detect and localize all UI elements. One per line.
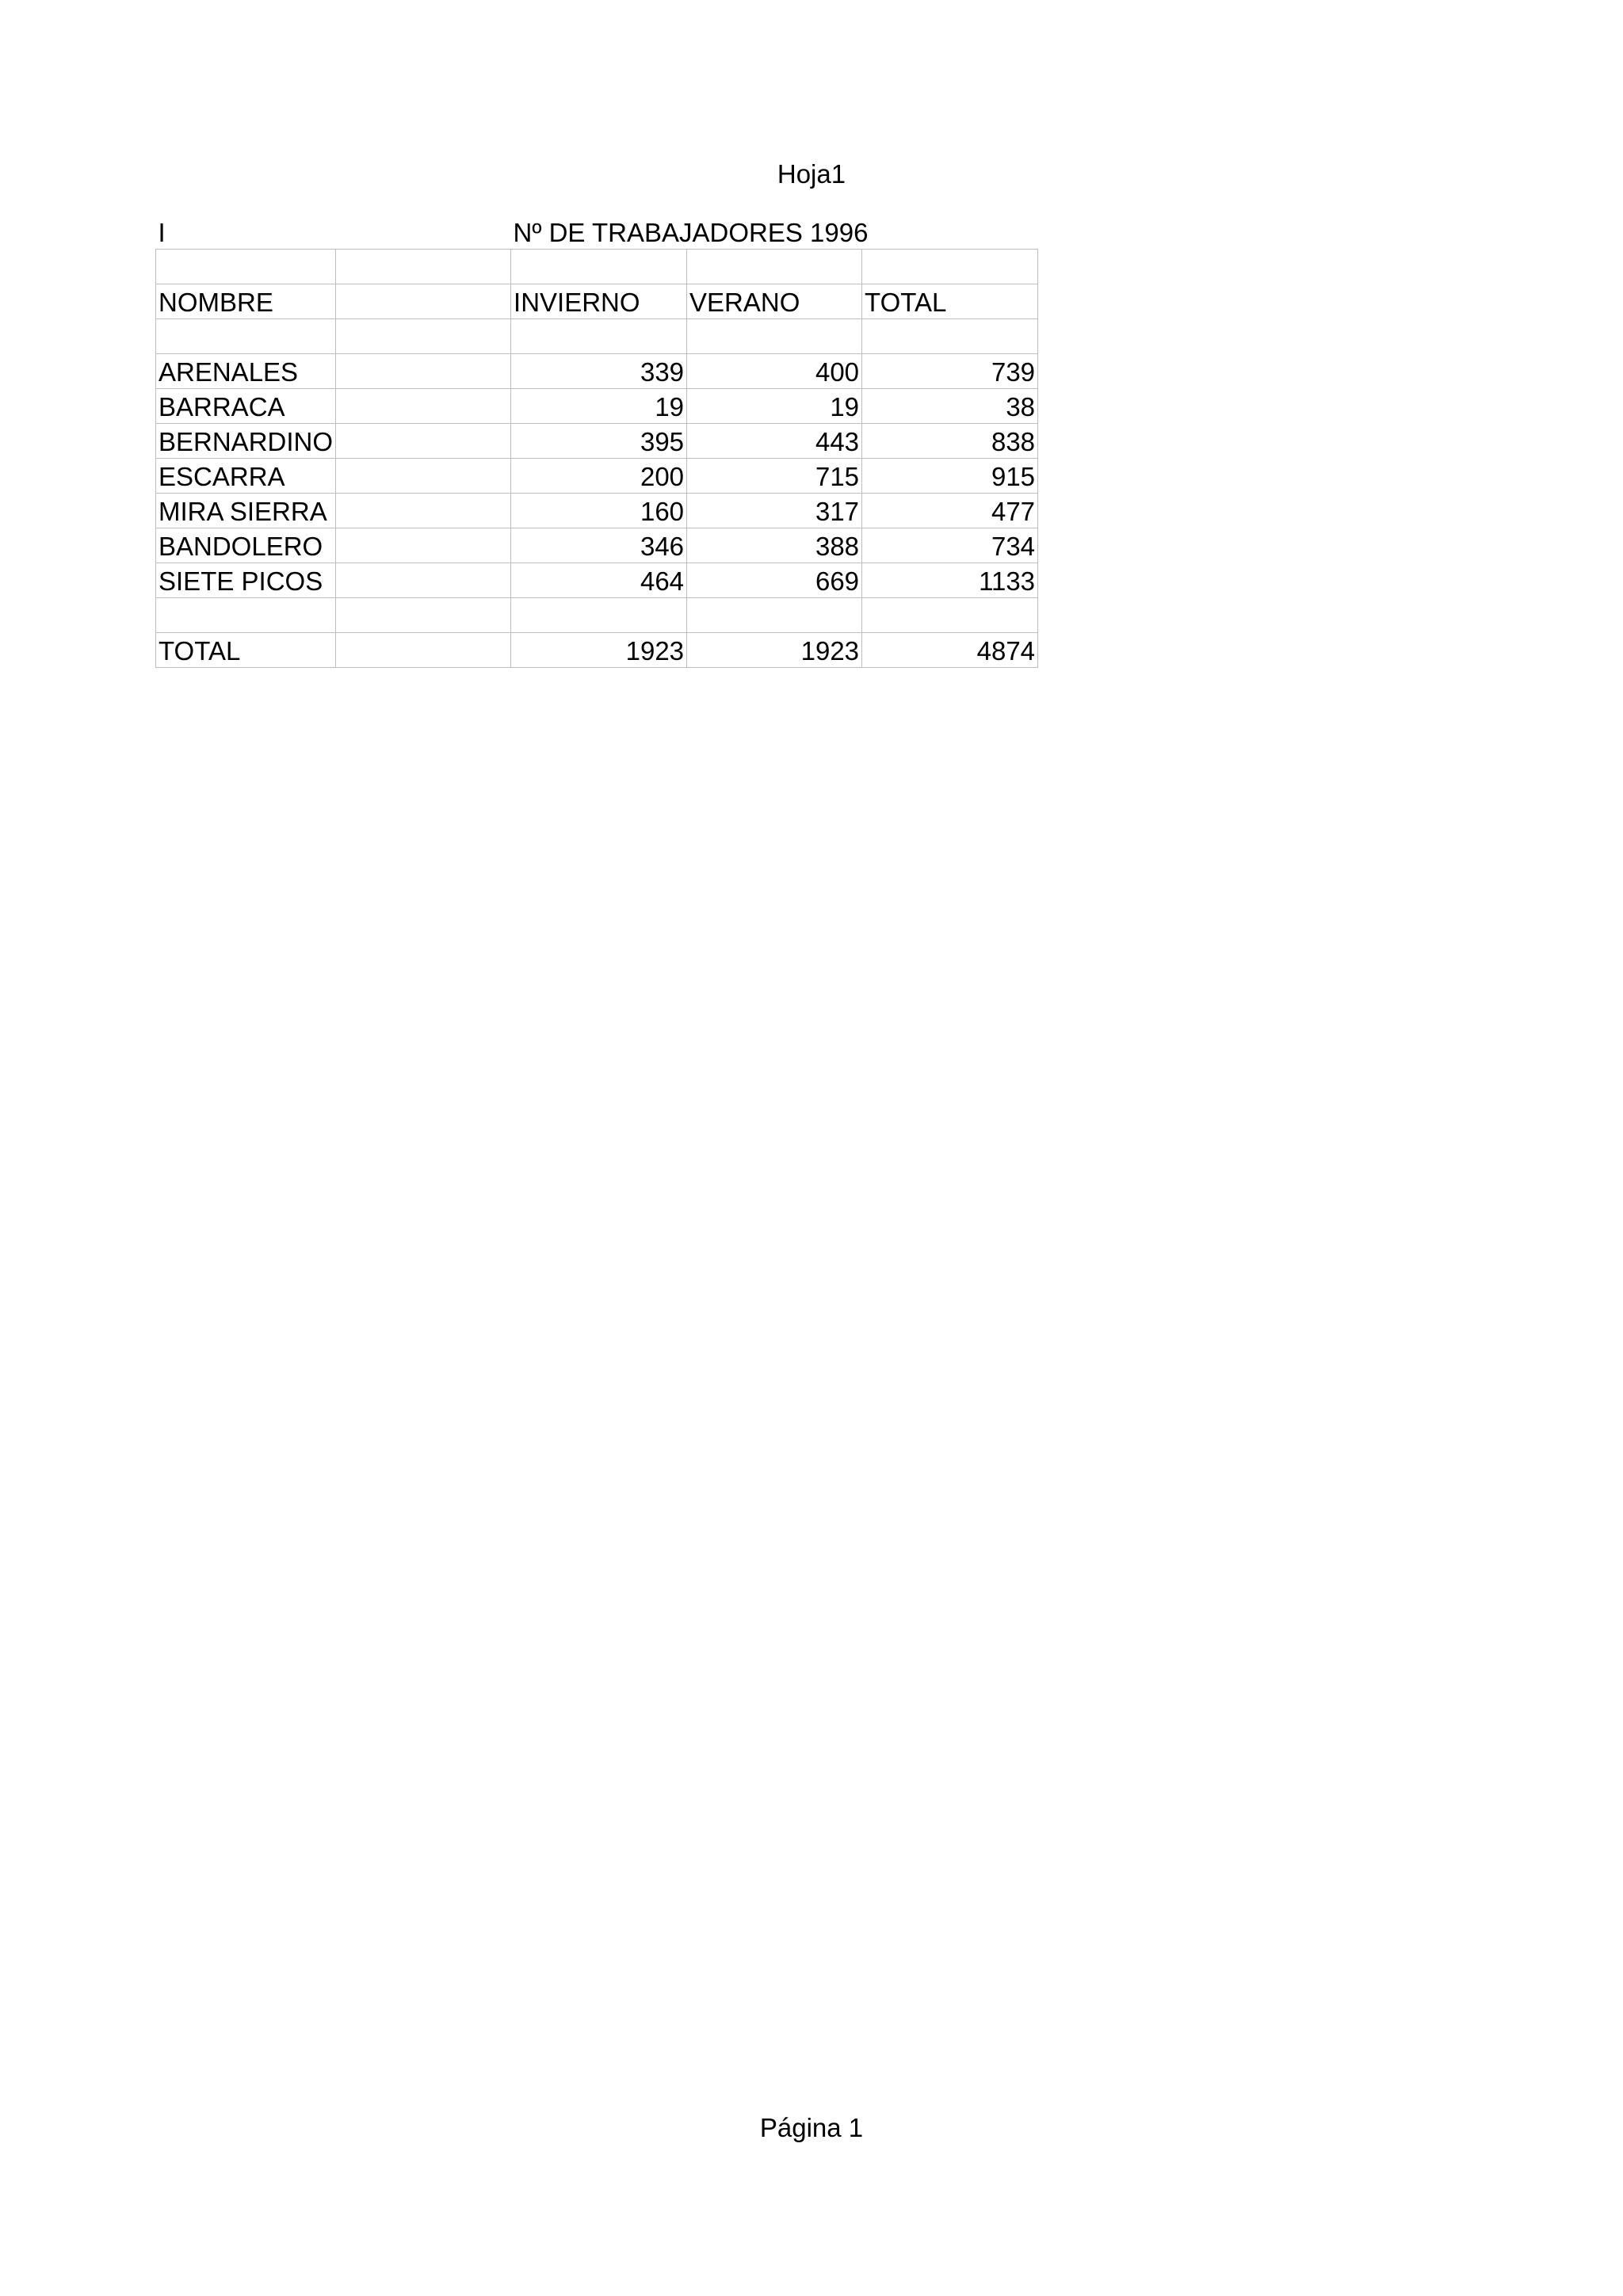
table-row <box>156 424 1038 459</box>
row-total: 734 <box>862 528 1038 563</box>
empty-cell <box>336 424 511 459</box>
empty-cell <box>336 354 511 389</box>
page-header: Hoja1 <box>777 159 846 189</box>
empty-cell <box>336 389 511 424</box>
row-name: SIETE PICOS <box>156 563 336 598</box>
empty-cell <box>336 633 511 668</box>
header-total: TOTAL <box>862 284 1038 319</box>
row-total: 38 <box>862 389 1038 424</box>
empty-cell <box>862 319 1038 354</box>
row-name: BERNARDINO <box>156 424 336 459</box>
row-name: ESCARRA <box>156 459 336 494</box>
header-name: NOMBRE <box>156 284 336 319</box>
table-row <box>156 354 1038 389</box>
row-summer: 388 <box>687 528 862 563</box>
empty-cell <box>511 319 687 354</box>
empty-cell <box>687 250 862 284</box>
table-row <box>156 528 1038 563</box>
totals-label: TOTAL <box>156 633 336 668</box>
page-footer: Página 1 <box>759 2113 864 2142</box>
blank-row <box>156 250 1038 284</box>
row-total: 739 <box>862 354 1038 389</box>
table-row <box>156 494 1038 528</box>
table-row <box>156 389 1038 424</box>
blank-row <box>156 598 1038 633</box>
row-name: BARRACA <box>156 389 336 424</box>
empty-cell <box>511 598 687 633</box>
empty-cell <box>336 250 511 284</box>
row-summer: 715 <box>687 459 862 494</box>
row-summer: 19 <box>687 389 862 424</box>
row-name: MIRA SIERRA <box>156 494 336 528</box>
empty-cell <box>687 319 862 354</box>
row-winter: 19 <box>511 389 687 424</box>
empty-cell <box>862 250 1038 284</box>
empty-cell <box>156 598 336 633</box>
header-winter: INVIERNO <box>511 284 687 319</box>
empty-cell <box>336 459 511 494</box>
empty-cell <box>336 563 511 598</box>
empty-cell <box>336 528 511 563</box>
spreadsheet-table <box>155 214 1038 668</box>
totals-winter: 1923 <box>511 633 687 668</box>
empty-cell <box>687 598 862 633</box>
empty-cell <box>336 494 511 528</box>
empty-cell <box>156 250 336 284</box>
row-total: 1133 <box>862 563 1038 598</box>
empty-cell <box>336 284 511 319</box>
empty-cell <box>511 250 687 284</box>
row-winter: 200 <box>511 459 687 494</box>
row-summer: 317 <box>687 494 862 528</box>
title-row <box>156 214 1038 250</box>
row-summer: 400 <box>687 354 862 389</box>
row-total: 915 <box>862 459 1038 494</box>
row-total: 838 <box>862 424 1038 459</box>
row-winter: 464 <box>511 563 687 598</box>
header-summer: VERANO <box>687 284 862 319</box>
row-winter: 339 <box>511 354 687 389</box>
table-row <box>156 459 1038 494</box>
row-name: BANDOLERO <box>156 528 336 563</box>
totals-summer: 1923 <box>687 633 862 668</box>
row-winter: 346 <box>511 528 687 563</box>
empty-cell <box>336 214 511 250</box>
column-header-row <box>156 284 1038 319</box>
row-winter: 395 <box>511 424 687 459</box>
sheet-title: Nº DE TRABAJADORES 1996 <box>513 218 869 247</box>
row-summer: 443 <box>687 424 862 459</box>
row-name: ARENALES <box>156 354 336 389</box>
blank-row <box>156 319 1038 354</box>
empty-cell <box>336 598 511 633</box>
totals-row <box>156 633 1038 668</box>
table-row <box>156 563 1038 598</box>
totals-total: 4874 <box>862 633 1038 668</box>
empty-cell <box>336 319 511 354</box>
empty-cell <box>862 598 1038 633</box>
corner-label: I <box>158 218 166 247</box>
row-summer: 669 <box>687 563 862 598</box>
row-total: 477 <box>862 494 1038 528</box>
row-winter: 160 <box>511 494 687 528</box>
empty-cell <box>156 319 336 354</box>
